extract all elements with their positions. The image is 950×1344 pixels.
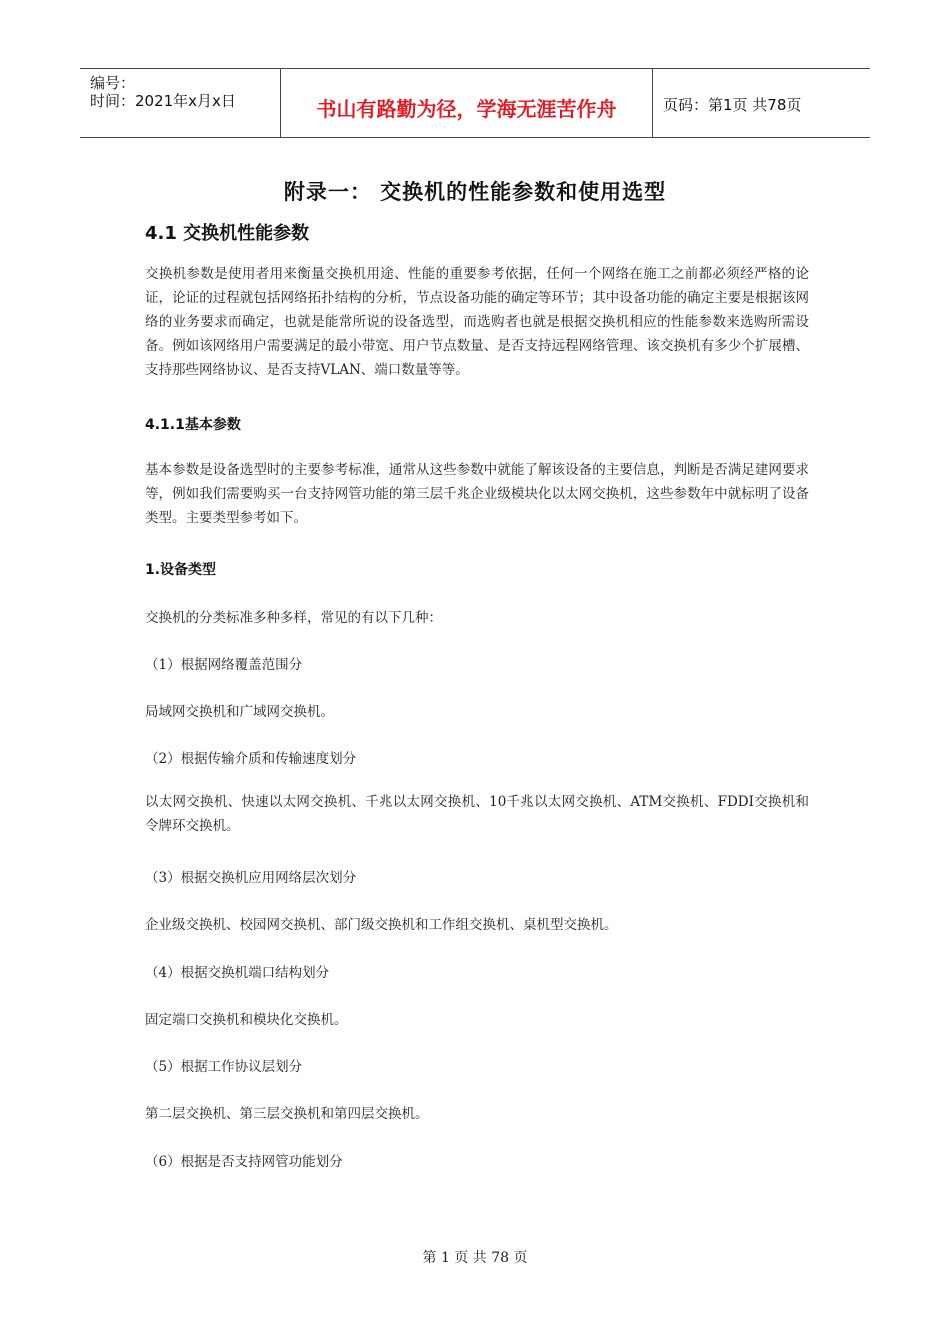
- classification-label-6: （6）根据是否支持网管功能划分: [145, 1154, 343, 1170]
- classification-label-4: （4）根据交换机端口结构划分: [145, 965, 330, 981]
- classification-label-3: （3）根据交换机应用网络层次划分: [145, 870, 357, 886]
- classification-text-1: 局域网交换机和广域网交换机。: [145, 704, 334, 720]
- classification-label-1: （1）根据网络覆盖范围分: [145, 657, 303, 673]
- header-meta-cell: [80, 69, 281, 137]
- page-footer: 第 1 页 共 78 页: [422, 1250, 528, 1266]
- section-heading: 4.1 交换机性能参数: [145, 223, 310, 244]
- classification-intro: 交换机的分类标准多种多样，常见的有以下几种：: [145, 610, 442, 626]
- header-motto-cell: [281, 69, 653, 137]
- item-heading: 1.设备类型: [145, 562, 217, 578]
- classification-label-5: （5）根据工作协议层划分: [145, 1059, 303, 1075]
- basic-paragraph: 基本参数是设备选型时的主要参考标准，通常从这些参数中就能了解该设备的主要信息，判断是否满足建网要求等，例如我们需要购买一台支持网管功能的第三层千兆企业级模块化以太网交换机，这些参数年中就标明了设备类型。主要类型参考如下。: [145, 462, 809, 526]
- classification-text-5: 第二层交换机、第三层交换机和第四层交换机。: [145, 1106, 429, 1122]
- page-title: 附录一： 交换机的性能参数和使用选型: [283, 180, 667, 204]
- intro-paragraph: 交换机参数是使用者用来衡量交换机用途、性能的重要参考依据，任何一个网络在施工之前都必须经严格的论证，论证的过程就包括网络拓扑结构的分析，节点设备功能的确定等环节；其中设备功能的确定主要是根据该网络的业务要求而确定，也就是能常所说的设备选型，而选购者也就是根据交换机相应的性能参数来选购所需设备。例如该网络用户需要满足的最小带宽、用户节点数量、是否支持远程网络管理、该交换机有多少个扩展槽、支持那些网络协议、是否支持VLAN、端口数量等等。: [145, 266, 809, 378]
- classification-label-2: （2）根据传输介质和传输速度划分: [145, 751, 357, 767]
- page-info: 页码：第1页 共78页: [663, 96, 802, 114]
- header-page-cell: [653, 69, 870, 137]
- number-label: 编号：: [90, 74, 136, 92]
- motto-text: 书山有路勤为径，学海无涯苦作舟: [316, 97, 617, 121]
- time-label: 时间：2021年x月x日: [90, 92, 236, 110]
- classification-text-3: 企业级交换机、校园网交换机、部门级交换机和工作组交换机、桌机型交换机。: [145, 917, 618, 933]
- classification-text-2: 以太网交换机、快速以太网交换机、千兆以太网交换机、10千兆以太网交换机、ATM交换机、FDDI交换机和令牌环交换机。: [145, 794, 809, 834]
- classification-text-4: 固定端口交换机和模块化交换机。: [145, 1012, 348, 1028]
- subsection-heading: 4.1.1基本参数: [145, 417, 241, 433]
- document-header: [80, 68, 870, 138]
